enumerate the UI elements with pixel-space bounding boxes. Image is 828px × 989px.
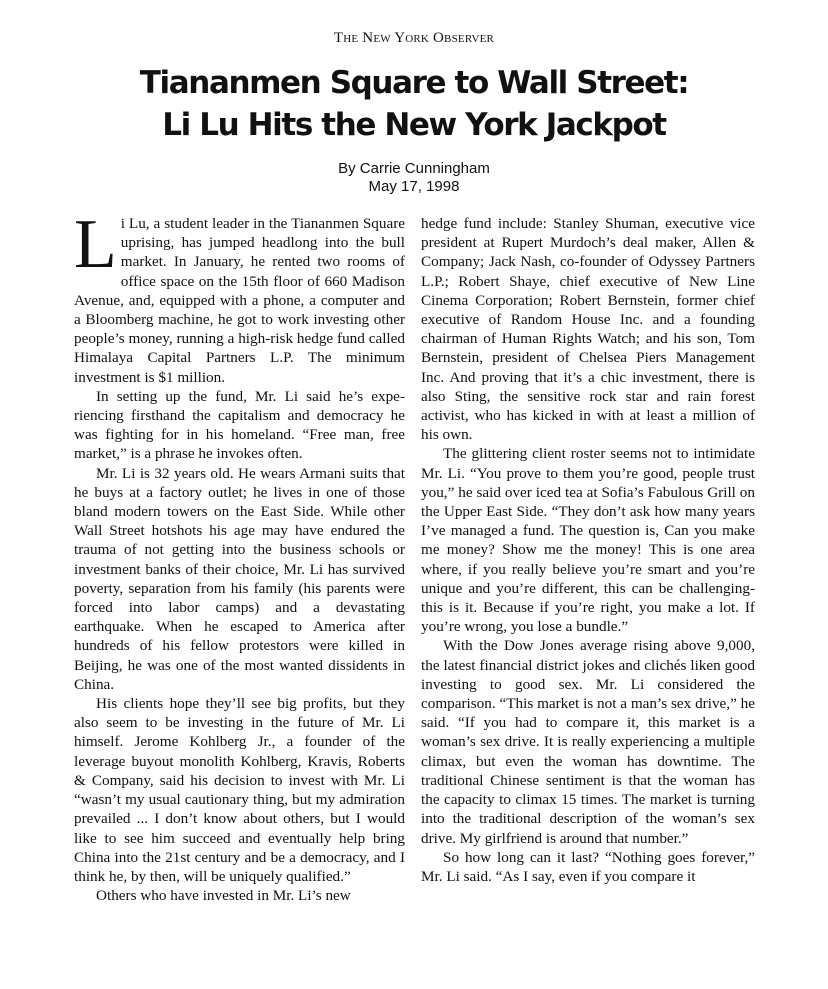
byline-author: By Carrie Cunningham [338, 160, 490, 177]
article-column-right [421, 214, 755, 886]
article-paragraph: His clients hope they’ll see big profits, but they also seem to be investing in the future of Mr. Li himself. Jerome Kohlberg Jr., a founder of the leverage buyout monolith Kohlberg, Kravis, Roberts & Company, said his decision to invest with Mr. Li “wasn’t my usual cautionary thing, but my admiration prevailed ... I don’t know about others, but I would like to see him succeed and eventually help bring China into the 21st century and be a democracy, and I think he, by then, will be uniquely qualified.” [74, 695, 405, 885]
headline-line-2: Li Lu Hits the New York Jackpot [162, 107, 666, 143]
article-paragraph [74, 206, 405, 387]
paragraph-text: i Lu, a student leader in the Tiananmen Square uprising, has jumped headlong into the bull market. In January, he rented two rooms of office space on the 15th floor of 660 Madison Avenue, and, equipped with a phone, a computer and a Bloomberg machine, he got to work investing other people’s money, running a high-risk hedge fund called Himalaya Capital Partners L.P. The minimum investment is $1 million. [74, 215, 405, 386]
byline-date: May 17, 1998 [368, 178, 460, 195]
article-headline [0, 62, 828, 146]
headline-line-1: Tiananmen Square to Wall Street: [139, 65, 689, 101]
article-paragraph: The glittering client roster seems not to intimidate Mr. Li. “You prove to them you’re good, people trust you,” he said over iced tea at Sofia’s Fabulous Grill on the Upper East Side. “They don’t ask how many years I’ve managed a fund. The question is, Can you make me money? Show me the money! This is one area where, if you really believe you’re smart and you’re unique and you’re different, this can be challenging-this is it. Because if you’re right, you make a lot. If you’re wrong, you lose a bundle.” [421, 445, 755, 636]
article-paragraph: Mr. Li is 32 years old. He wears Armani suits that he buys at a factory outlet; he lives in one of those bland modern towers on the East Side. While other Wall Street hotshots his age may have endured the trauma of not getting into the business schools or investment banks of their choice, Mr. Li has survived poverty, separation from his family (his parents were forced into labor camps) and a devastating earthquake. When he escaped to America after hundreds of his fellow protestors were killed in Beijing, he was one of the most wanted dissidents in China. [74, 464, 405, 693]
drop-cap: L [74, 206, 117, 283]
article-paragraph: In setting up the fund, Mr. Li said he’s experiencing firsthand the capitalism and democracy he was fighting for in his homeland. “Free man, free market,” is a phrase he invokes often. [74, 387, 405, 463]
article-paragraph: Others who have invested in Mr. Li’s new [96, 887, 351, 905]
article-byline [0, 160, 828, 196]
article-column-left [74, 206, 405, 905]
publication-masthead: The New York Observer [333, 30, 495, 46]
article-paragraph-continued: hedge fund include: Stanley Shuman, executive vice president at Rupert Murdoch’s deal maker, Allen & Company; Jack Nash, co-founder of Odyssey Partners L.P.; Robert Shaye, chief executive of New Line Cinema Corporation; Robert Bernstein, former chief executive of Random House Inc. and a founding chairman of Human Rights Watch; and his son, Tom Bernstein, president of Chelsea Piers Management Inc. And proving that it’s a chic investment, there is also Sting, the sensitive rock star and rain forest activist, who has kicked in with at least a million of his own. [421, 215, 755, 444]
article-paragraph: With the Dow Jones average rising above 9,000, the latest financial district jokes and clichés liken good investing to good sex. Mr. Li considered the comparison. “This market is not a man’s sex drive,” he said. “If you had to compare it, this market is a woman’s sex drive. It is really experiencing a multiple climax, but even the woman has downtime. The traditional Chinese sentiment is that the woman has the capacity to climax 15 times. The market is turning into the traditional description of the woman’s sex drive. My girlfriend is around that number.” [421, 637, 755, 847]
article-paragraph: So how long can it last? “Nothing goes forever,” Mr. Li said. “As I say, even if you compare it [421, 848, 755, 885]
